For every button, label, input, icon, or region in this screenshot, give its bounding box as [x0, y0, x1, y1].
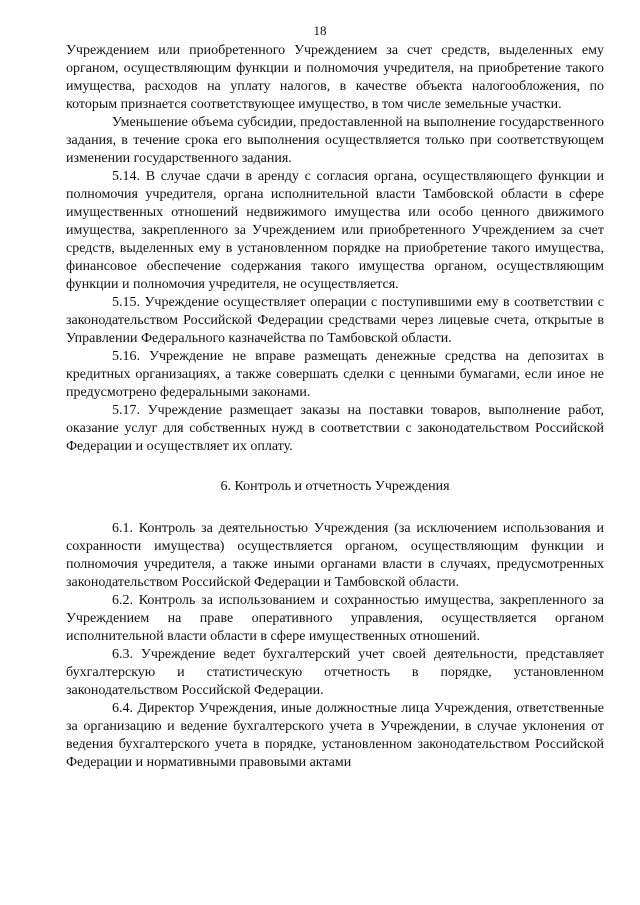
paragraph-5-14: 5.14. В случае сдачи в аренду с согласия органа, осуществляющего функции и полномочия учредителя, органа исполнительной власти Тамбовской области в сфере имущественных отношений недвижимого имущества или особо ценного движимого имущества, закрепленного за Учреждением или приобретенного Учреждением за счет средств, выделенных ему в установленном порядке на приобретение такого имущества, финансовое обеспечение содержания такого имущества органом, осуществляющим функции и полномочия учредителя, не осуществляется. — [66, 169, 604, 292]
paragraph-6-2: 6.2. Контроль за использованием и сохранностью имущества, закрепленного за Учреждением на праве оперативного управления, осуществляется органом исполнительной власти области в сфере имущественных отношений. — [66, 593, 604, 644]
page-number: 18 — [313, 23, 327, 38]
paragraph-continuation: Учреждением или приобретенного Учреждением за счет средств, выделенных ему органом, осуществляющим функции и полномочия учредителя, на приобретение такого имущества, расходов на уплату налогов, в качестве объекта налогообложения, по которым признается соответствующее имущество, в том числе земельные участки. — [66, 43, 604, 112]
paragraph-5-16: 5.16. Учреждение не вправе размещать денежные средства на депозитах в кредитных организациях, а также совершать сделки с ценными бумагами, если иное не предусмотрено федеральными законами. — [66, 349, 604, 400]
paragraph-6-3: 6.3. Учреждение ведет бухгалтерский учет своей деятельности, представляет бухгалтерскую и статистическую отчетность в порядке, установленном законодательством Российской Федерации. — [66, 647, 604, 698]
document-body — [66, 42, 604, 772]
paragraph-6-4: 6.4. Директор Учреждения, иные должностные лица Учреждения, ответственные за организацию и ведение бухгалтерского учета в Учреждении, в случае уклонения от ведения бухгалтерского учета в порядке, установленном законодательством Российской Федерации и нормативными правовыми актами — [66, 701, 604, 770]
section-heading: 6. Контроль и отчетность Учреждения — [220, 479, 450, 494]
paragraph-5-17: 5.17. Учреждение размещает заказы на поставки товаров, выполнение работ, оказание услуг для собственных нужд в соответствии с законодательством Российской Федерации и осуществляет их оплату. — [66, 403, 604, 454]
paragraph-5-15: 5.15. Учреждение осуществляет операции с поступившими ему в соответствии с законодательством Российской Федерации средствами через лицевые счета, открытые в Управлении Федерального казначейства по Тамбовской области. — [66, 295, 604, 346]
paragraph-6-1: 6.1. Контроль за деятельностью Учреждения (за исключением использования и сохранности имущества) осуществляется органом, осуществляющим функции и полномочия учредителя, а также иными органами власти в случаях, предусмотренных законодательством Российской Федерации и Тамбовской области. — [66, 521, 604, 590]
paragraph-subsidy-reduction: Уменьшение объема субсидии, предоставленной на выполнение государственного задания, в течение срока его выполнения осуществляется только при соответствующем изменении государственного задания. — [66, 115, 604, 166]
